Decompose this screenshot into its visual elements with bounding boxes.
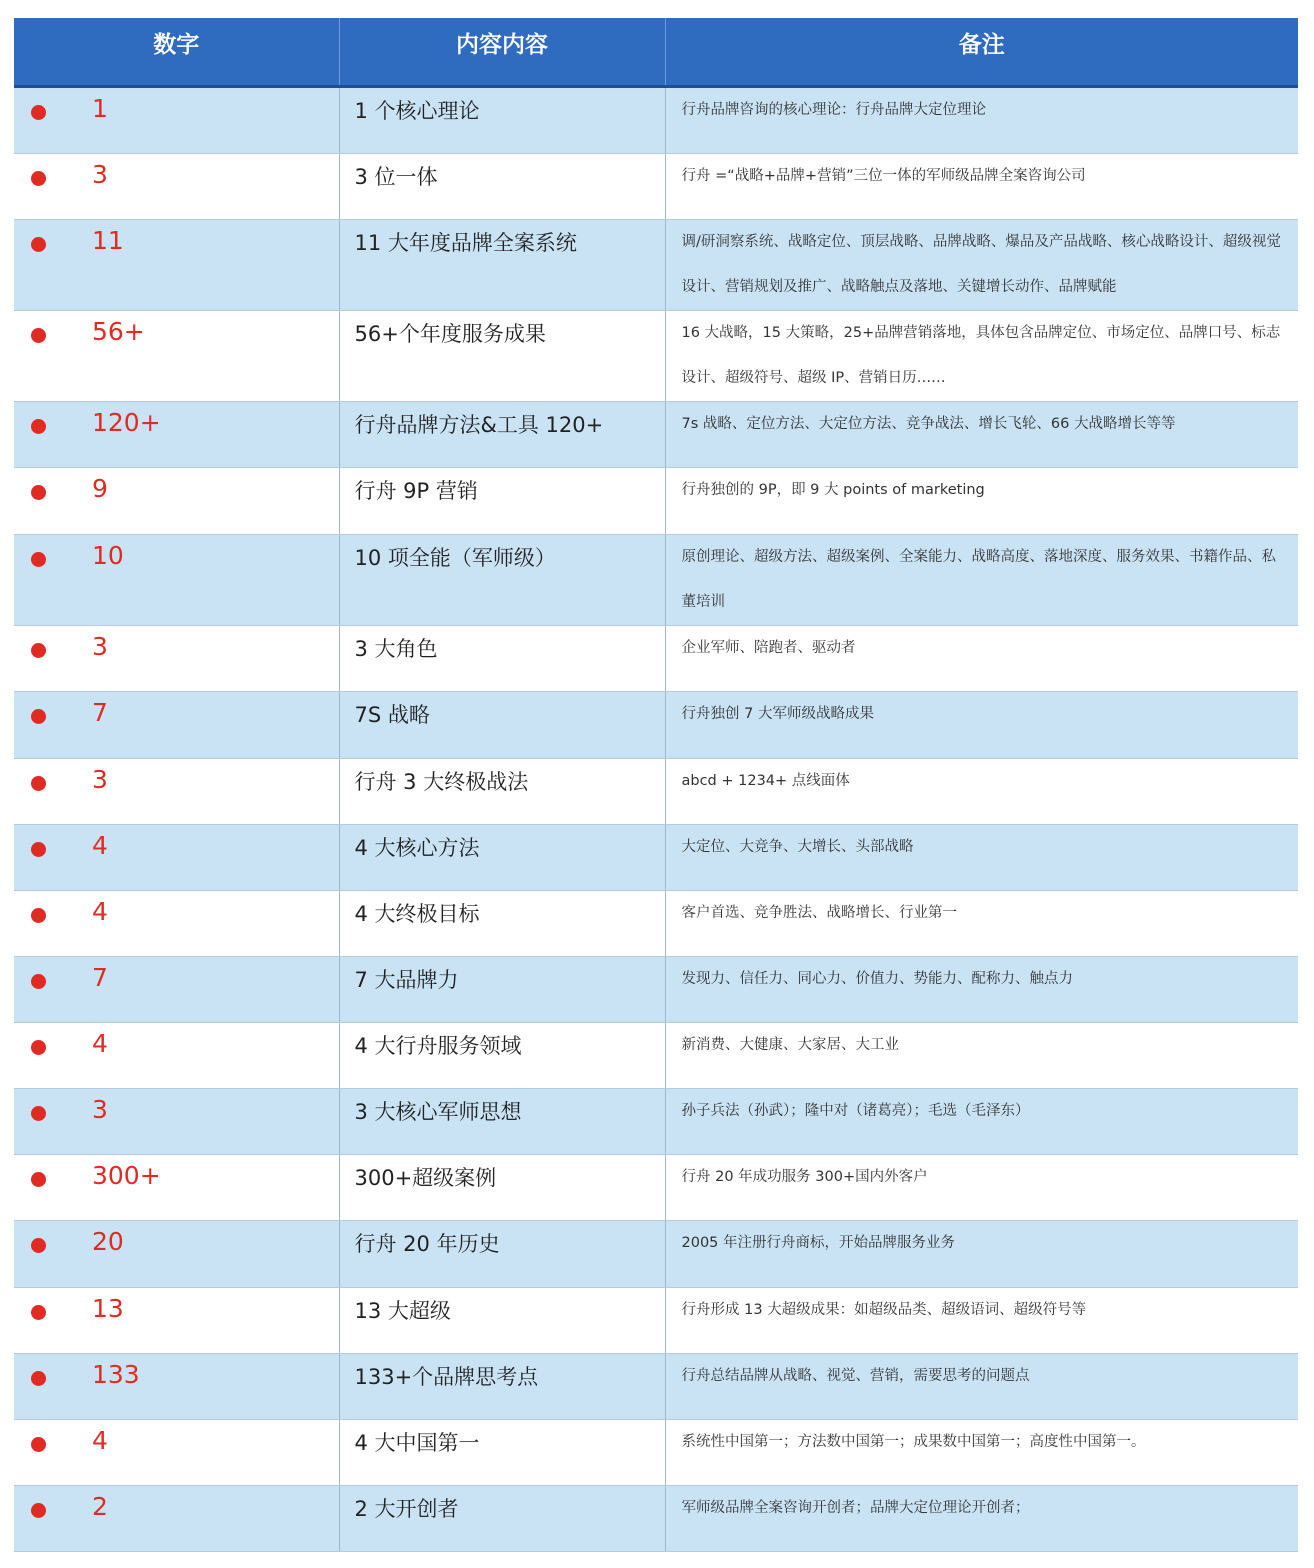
row-content: 13 大超级: [354, 1298, 451, 1323]
number-cell: [14, 86, 339, 153]
red-dot-icon: [31, 552, 46, 567]
row-content: 7 大品牌力: [354, 967, 459, 992]
row-number: 4: [92, 896, 108, 926]
number-cell: [14, 153, 339, 219]
row-number: 10: [92, 540, 124, 570]
content-cell: [339, 691, 665, 758]
number-cell: [14, 1088, 339, 1154]
red-dot-icon: [31, 485, 46, 500]
row-content: 行舟 9P 营销: [354, 478, 478, 503]
row-note: 大定位、大竞争、大增长、头部战略: [681, 838, 914, 855]
row-number: 133: [92, 1359, 140, 1389]
row-content: 4 大终极目标: [354, 901, 480, 926]
row-content: 4 大核心方法: [354, 835, 480, 860]
number-cell: [14, 758, 339, 824]
row-note: 客户首选、竞争胜法、战略增长、行业第一: [681, 904, 957, 921]
row-number: 1: [92, 93, 108, 123]
table-row: [14, 534, 1298, 625]
content-cell: [339, 534, 665, 625]
row-number: 20: [92, 1226, 124, 1256]
number-cell: [14, 956, 339, 1022]
red-dot-icon: [31, 1238, 46, 1253]
row-number: 3: [92, 1094, 108, 1124]
number-cell: [14, 1220, 339, 1287]
content-cell: [339, 824, 665, 890]
row-content: 11 大年度品牌全案系统: [354, 230, 577, 255]
row-note: 行舟 =“战略+品牌+营销”三位一体的军师级品牌全案咨询公司: [681, 167, 1086, 184]
row-note: 行舟独创的 9P，即 9 大 points of marketing: [681, 481, 985, 498]
row-note: 系统性中国第一；方法数中国第一；成果数中国第一；高度性中国第一。: [681, 1433, 1146, 1450]
row-content: 4 大行舟服务领域: [354, 1033, 522, 1058]
number-cell: [14, 1022, 339, 1088]
row-note: 行舟形成 13 大超级成果：如超级品类、超级语词、超级符号等: [681, 1301, 1087, 1318]
number-cell: [14, 1154, 339, 1220]
red-dot-icon: [31, 171, 46, 186]
red-dot-icon: [31, 419, 46, 434]
red-dot-icon: [31, 1305, 46, 1320]
red-dot-icon: [31, 237, 46, 252]
row-content: 4 大中国第一: [354, 1430, 480, 1455]
content-cell: [339, 1154, 665, 1220]
content-cell: [339, 153, 665, 219]
row-number: 13: [92, 1293, 124, 1323]
content-cell: [339, 1220, 665, 1287]
red-dot-icon: [31, 1040, 46, 1055]
note-cell: [665, 219, 1298, 310]
red-dot-icon: [31, 1437, 46, 1452]
row-content: 行舟 20 年历史: [354, 1231, 500, 1256]
row-number: 2: [92, 1491, 108, 1521]
row-note: 行舟品牌咨询的核心理论：行舟品牌大定位理论: [681, 101, 986, 118]
row-content: 133+个品牌思考点: [354, 1364, 539, 1389]
row-number: 4: [92, 1425, 108, 1455]
red-dot-icon: [31, 709, 46, 724]
row-number: 3: [92, 159, 108, 189]
row-number: 3: [92, 631, 108, 661]
content-cell: [339, 758, 665, 824]
row-note: 调/研洞察系统、战略定位、顶层战略、品牌战略、爆品及产品战略、核心战略设计、超级视觉设计、营销规划及推广、战略触点及落地、关键增长动作、品牌赋能: [681, 233, 1281, 295]
number-cell: [14, 890, 339, 956]
row-number: 4: [92, 830, 108, 860]
number-cell: [14, 1353, 339, 1419]
row-note: abcd + 1234+ 点线面体: [681, 772, 850, 789]
row-content: 行舟品牌方法&工具 120+: [354, 412, 604, 437]
row-number: 3: [92, 764, 108, 794]
table-row: [14, 310, 1298, 401]
red-dot-icon: [31, 1371, 46, 1386]
row-number: 7: [92, 962, 108, 992]
note-cell: [665, 310, 1298, 401]
row-note: 军师级品牌全案咨询开创者；品牌大定位理论开创者；: [681, 1499, 1030, 1516]
table-row: [14, 219, 1298, 310]
content-cell: [339, 1419, 665, 1485]
row-note: 7s 战略、定位方法、大定位方法、竞争战法、增长飞轮、66 大战略增长等等: [681, 415, 1176, 432]
table-body: [14, 86, 1298, 1551]
row-note: 孙子兵法（孙武）；隆中对（诸葛亮）；毛选（毛泽东）: [681, 1102, 1030, 1119]
number-cell: [14, 1485, 339, 1551]
number-cell: [14, 534, 339, 625]
red-dot-icon: [31, 842, 46, 857]
row-number: 7: [92, 697, 108, 727]
row-content: 3 大角色: [354, 636, 438, 661]
red-dot-icon: [31, 643, 46, 658]
row-content: 7S 战略: [354, 702, 430, 727]
red-dot-icon: [31, 105, 46, 120]
content-cell: [339, 1287, 665, 1353]
red-dot-icon: [31, 1172, 46, 1187]
row-number: 9: [92, 473, 108, 503]
row-content: 1 个核心理论: [354, 98, 480, 123]
row-number: 4: [92, 1028, 108, 1058]
row-note: 新消费、大健康、大家居、大工业: [681, 1036, 899, 1053]
row-content: 10 项全能（军师级）: [354, 545, 556, 570]
content-cell: [339, 1022, 665, 1088]
row-content: 56+个年度服务成果: [354, 321, 546, 346]
row-content: 2 大开创者: [354, 1496, 459, 1521]
content-cell: [339, 401, 665, 467]
red-dot-icon: [31, 776, 46, 791]
content-cell: [339, 310, 665, 401]
note-cell: [665, 534, 1298, 625]
row-content: 300+超级案例: [354, 1165, 497, 1190]
header-content: 内容内容: [339, 18, 665, 86]
content-cell: [339, 219, 665, 310]
content-cell: [339, 1088, 665, 1154]
table-row: [14, 1485, 1298, 1551]
row-note: 行舟总结品牌从战略、视觉、营销，需要思考的问题点: [681, 1367, 1030, 1384]
row-number: 56+: [92, 316, 145, 346]
red-dot-icon: [31, 1503, 46, 1518]
red-dot-icon: [31, 908, 46, 923]
number-cell: [14, 310, 339, 401]
content-cell: [339, 890, 665, 956]
content-cell: [339, 956, 665, 1022]
row-note: 企业军师、陪跑者、驱动者: [681, 639, 856, 656]
row-number: 11: [92, 225, 124, 255]
red-dot-icon: [31, 974, 46, 989]
note-cell: [665, 1485, 1298, 1551]
number-cell: [14, 625, 339, 691]
summary-table: [14, 18, 1298, 1552]
number-cell: [14, 1419, 339, 1485]
row-content: 行舟 3 大终极战法: [354, 769, 529, 794]
row-number: 120+: [92, 407, 161, 437]
row-number: 300+: [92, 1160, 161, 1190]
row-note: 行舟独创 7 大军师级战略成果: [681, 705, 874, 722]
row-note: 2005 年注册行舟商标，开始品牌服务业务: [681, 1234, 956, 1251]
header-note: 备注: [665, 18, 1298, 86]
number-cell: [14, 691, 339, 758]
row-note: 原创理论、超级方法、超级案例、全案能力、战略高度、落地深度、服务效果、书籍作品、私董培训: [681, 548, 1276, 610]
row-note: 行舟 20 年成功服务 300+国内外客户: [681, 1168, 928, 1185]
content-cell: [339, 467, 665, 534]
header-number: 数字: [14, 18, 339, 86]
number-cell: [14, 401, 339, 467]
red-dot-icon: [31, 328, 46, 343]
content-cell: [339, 1485, 665, 1551]
content-cell: [339, 1353, 665, 1419]
row-content: 3 位一体: [354, 164, 438, 189]
row-content: 3 大核心军师思想: [354, 1099, 522, 1124]
number-cell: [14, 824, 339, 890]
number-cell: [14, 219, 339, 310]
number-cell: [14, 1287, 339, 1353]
number-cell: [14, 467, 339, 534]
content-cell: [339, 625, 665, 691]
row-note: 发现力、信任力、同心力、价值力、势能力、配称力、触点力: [681, 970, 1073, 987]
red-dot-icon: [31, 1106, 46, 1121]
row-note: 16 大战略，15 大策略，25+品牌营销落地，具体包含品牌定位、市场定位、品牌口号、标志设计、超级符号、超级 IP、营销日历……: [681, 324, 1281, 386]
content-cell: [339, 86, 665, 153]
